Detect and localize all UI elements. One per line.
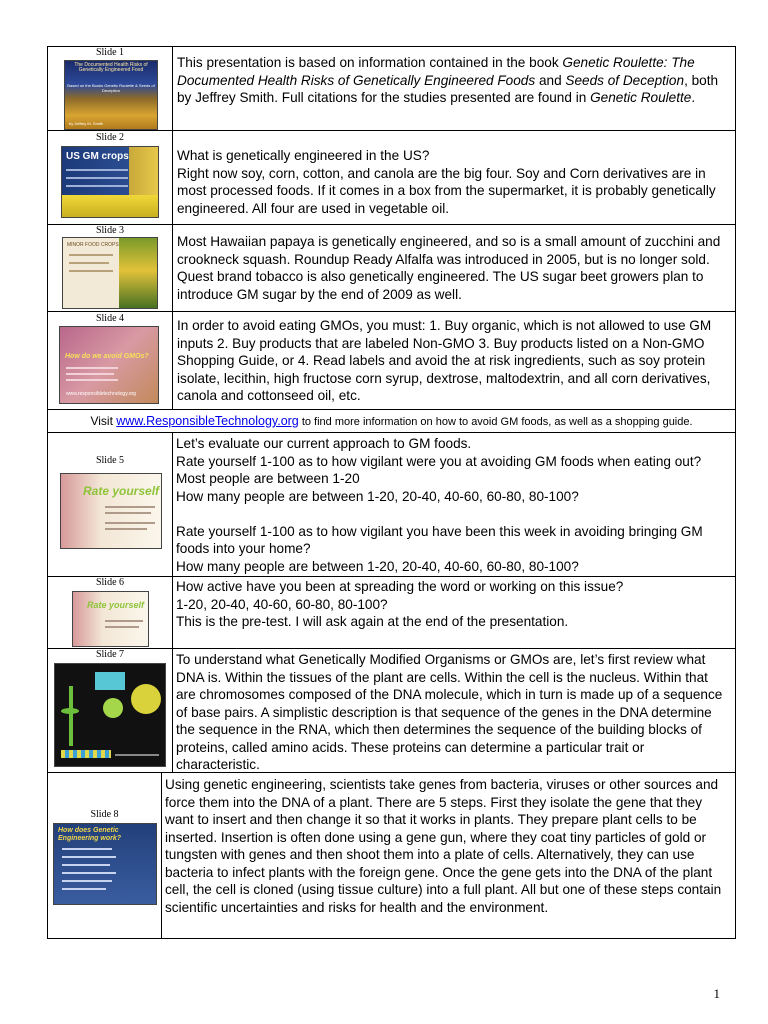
resource-link-row: Visit www.ResponsibleTechnology.org to find more information on how to avoid GM foods, as well as a shopping guide.	[47, 409, 736, 433]
slide-label: Slide 3	[95, 225, 125, 236]
slide-label: Slide 7	[95, 649, 125, 660]
slide-text: To understand what Genetically Modified Organisms or GMOs are, let’s first review what DNA is. Within the tissues of the plant are cells. Within the cell is the nucleus. Within that are chromosomes composed of the DNA molecule, which in turn is made up of a sequence of base pairs. A simplistic description is that sequence of the genes in the DNA determine the sequence in the RNA, which then determines the sequence of the building blocks of proteins, called amino acids. These proteins can determine a particular trait or characteristic.	[176, 652, 723, 772]
slide-row-5	[47, 432, 736, 577]
slide-text: This presentation is based on information contained in the book Genetic Roulette: The Documented Health Risks of Genetically Engineered Foods and Seeds of Deception, both by Jeffrey Smith. Full citations for the studies presented are found in Genetic Roulette.	[177, 55, 719, 105]
slide-row-4	[47, 311, 736, 410]
slide-label: Slide 5	[95, 455, 125, 466]
slide-row-8	[47, 772, 736, 939]
slide-text: How active have you been at spreading the word or working on this issue? 1-20, 20-40, 40-60, 60-80, 80-100? This is the pre-test. I will ask again at the end of the presentation.	[176, 579, 624, 629]
slide-label: Slide 2	[95, 132, 125, 143]
slide-row-6	[47, 576, 736, 649]
slide-label: Slide 8	[90, 809, 119, 820]
slide-text: What is genetically engineered in the US? Right now soy, corn, cotton, and canola are the big four. Soy and Corn derivatives are in most processed foods. If it comes in a box from the supermarket, it is probably genetically engineered. All four are used in vegetable oil.	[177, 148, 716, 216]
slide-row-7	[47, 648, 736, 773]
responsible-technology-link[interactable]: www.ResponsibleTechnology.org	[116, 414, 299, 428]
slide-label: Slide 1	[95, 47, 125, 58]
slide-row-3	[47, 224, 736, 312]
slide-thumbnail: MINOR FOOD CROPS	[62, 237, 158, 309]
slide-thumbnail: US GM crops	[61, 146, 159, 218]
slide-label: Slide 4	[95, 313, 125, 324]
slide-text: Most Hawaiian papaya is genetically engineered, and so is a small amount of zucchini and crookneck squash. Roundup Ready Alfalfa was introduced in 2005, but is no longer sold. Quest brand tobacco is also genetically engineered. The US sugar beet growers plan to introduce GM sugar by the end of 2009 as well.	[177, 234, 721, 302]
slide-thumbnail: The Documented Health Risks of Genetically Engineered Food Based on the Books Genetic Roulette & Seeds of Deception by Jeffrey M. Smith	[64, 60, 158, 130]
slide-text: Using genetic engineering, scientists take genes from bacteria, viruses or other sources and force them into the DNA of a plant. There are 5 steps. First they isolate the gene that they want to insert and then change it so that it works in plants. They prepare plant cells to be inserted. Insertion is often done using a gene gun, where they coat tiny particles of gold or tungsten with genes and then shoot them into a plate of cells. Alternatively, they can use bacteria to infect plants with the foreign gene. Once the gene gets into the DNA of the plant cell, the cell is cloned (using tissue culture) into a full plant. All but one of these steps contain scientific uncertainties and risks for health and the environment.	[165, 777, 722, 915]
slide-thumbnail: Rate yourself	[60, 473, 162, 549]
slide-row-1	[47, 46, 736, 131]
slide-thumbnail: Rate yourself	[72, 591, 149, 647]
slide-text: Let’s evaluate our current approach to GM foods. Rate yourself 1-100 as to how vigilant were you at avoiding GM foods when eating out? Most people are between 1-20 How many people are between 1-20, 20-40, 40-60, 60-80, 80-100? Rate yourself 1-100 as to how vigilant you have been this week in avoiding bringing GM foods into your home? How many people are between 1-20, 20-40, 40-60, 60-80, 80-100?	[176, 436, 703, 574]
page-number: 1	[713, 986, 720, 1001]
slide-row-2	[47, 130, 736, 225]
slide-thumbnail: How do we avoid GMOs? www.responsibletechnology.org	[59, 326, 159, 404]
slide-label: Slide 6	[95, 577, 125, 588]
slide-thumbnail: How does Genetic Engineering work?	[53, 823, 157, 905]
slide-thumbnail	[54, 663, 166, 767]
slide-text: In order to avoid eating GMOs, you must: 1. Buy organic, which is not allowed to use GM inputs 2. Buy products that are labeled Non-GMO 3. Buy products listed on a Non-GMO Shopping Guide, or 4. Read labels and avoid the at risk ingredients, such as soy protein isolate, lecithin, high fructose corn syrup, dextrose, maltodextrin, and all corn derivatives, canola and cottonseed oil, etc.	[177, 318, 712, 403]
